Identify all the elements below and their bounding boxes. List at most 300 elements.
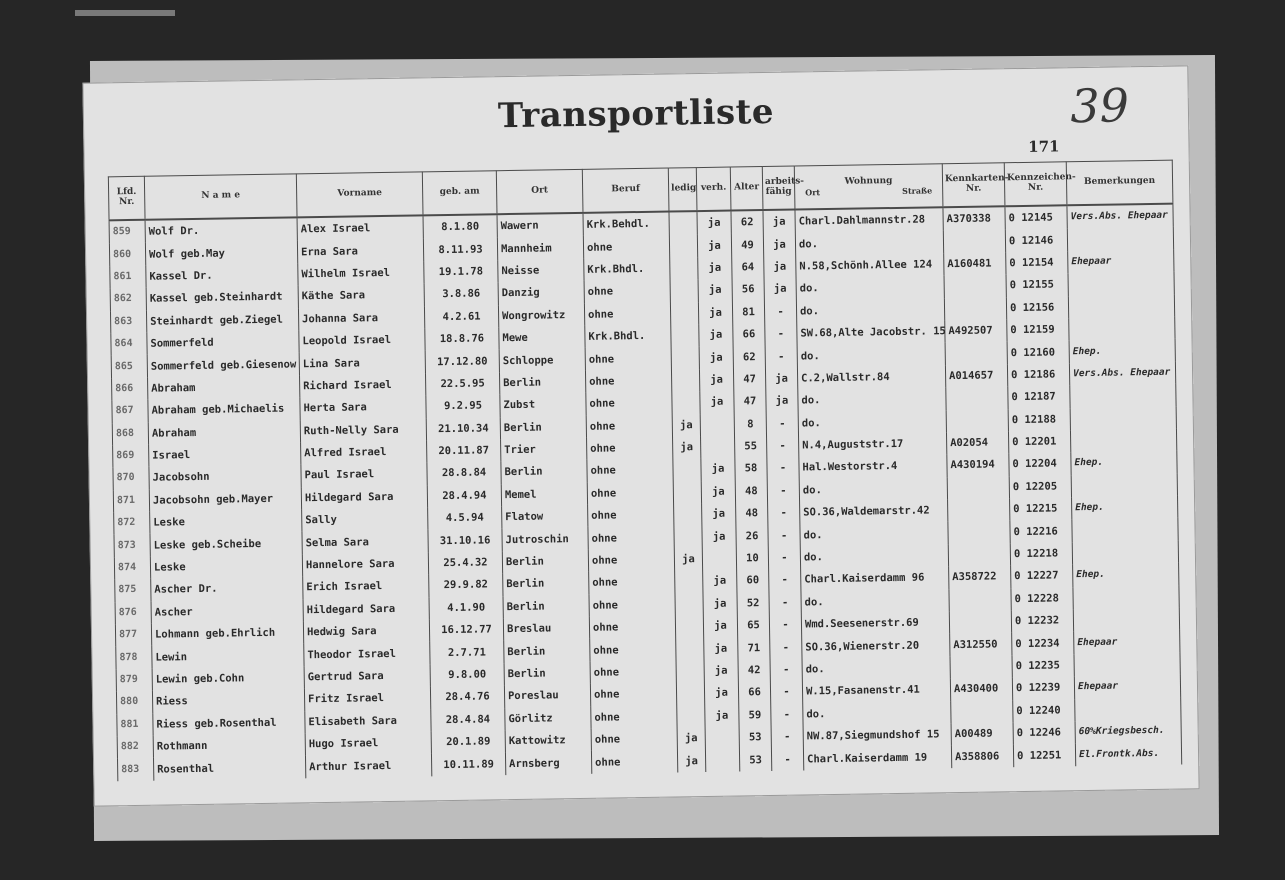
geb-cell: 4.1.90 [429, 596, 503, 620]
name-cell: Rosenthal [153, 756, 305, 781]
geb-cell: 19.1.78 [424, 260, 498, 284]
alter-cell: 62 [731, 210, 763, 234]
bemerkung-cell [1070, 406, 1176, 430]
kennkarte-cell: A358806 [951, 745, 1013, 768]
geb-cell: 9.2.95 [426, 394, 500, 418]
beruf-cell: ohne [590, 638, 676, 662]
arb-cell: ja [763, 210, 795, 234]
beruf-cell: ohne [585, 347, 671, 371]
alter-cell: 60 [737, 569, 769, 592]
ort-cell: Arnsberg [505, 751, 591, 775]
lid-cell: 878 [116, 646, 152, 669]
geb-cell: 18.8.76 [425, 327, 499, 351]
alter-cell: 66 [733, 323, 765, 346]
ort-cell: Berlin [499, 371, 585, 395]
wohnung-cell: do. [798, 387, 946, 412]
alter-cell: 65 [737, 614, 769, 637]
ort-cell: Wawern [497, 213, 583, 238]
kennzeichen-cell: 0 12155 [1006, 273, 1068, 296]
lid-cell: 883 [118, 758, 154, 781]
bemerkung-cell: Vers.Abs. Ehepaar [1067, 204, 1173, 229]
col-wohnung-title: Wohnung [844, 175, 893, 187]
kennkarte-cell [945, 342, 1007, 365]
kennkarte-cell [948, 543, 1010, 566]
ledig-cell [676, 682, 704, 705]
geb-cell: 22.5.95 [425, 372, 499, 396]
kennkarte-cell: A430194 [947, 454, 1009, 477]
kennzeichen-cell: 0 12187 [1008, 385, 1070, 408]
name-cell: Jacobsohn geb.Mayer [149, 487, 301, 512]
ledig-cell [671, 346, 699, 369]
name-cell: Ascher Dr. [151, 577, 303, 602]
beruf-cell: ohne [587, 436, 673, 460]
vorname-cell: Alex Israel [297, 215, 423, 240]
ort-cell: Berlin [500, 415, 586, 439]
col-wohnung [794, 164, 943, 210]
lid-cell: 872 [114, 512, 150, 535]
ledig-cell [673, 458, 701, 481]
alter-cell: 81 [732, 301, 764, 324]
kennkarte-cell [947, 476, 1009, 499]
kennkarte-cell: A492507 [945, 319, 1007, 342]
kennkarte-cell: A430400 [950, 677, 1012, 700]
ledig-cell [674, 526, 702, 549]
vorname-cell: Elisabeth Sara [305, 709, 431, 733]
geb-cell: 20.11.87 [427, 439, 501, 463]
beruf-cell: ohne [585, 369, 671, 393]
name-cell: Kassel Dr. [146, 263, 298, 288]
kennzeichen-cell: 0 12251 [1013, 744, 1075, 767]
ledig-cell [676, 660, 704, 683]
name-cell: Sommerfeld [147, 330, 299, 355]
kennzeichen-cell: 0 12186 [1007, 363, 1069, 386]
beruf-cell: ohne [591, 750, 677, 774]
vorname-cell: Käthe Sara [298, 284, 424, 308]
alter-cell: 71 [738, 636, 770, 659]
wohnung-cell: do. [801, 589, 949, 614]
wohnung-cell: do. [796, 298, 944, 323]
document-title: Transportliste [497, 91, 775, 137]
name-cell: Rothmann [153, 733, 305, 758]
alter-cell: 26 [736, 524, 768, 547]
beruf-cell: ohne [590, 683, 676, 707]
verh-cell: ja [698, 256, 732, 279]
geb-cell: 28.8.84 [427, 462, 501, 486]
name-cell: Leske geb.Scheibe [150, 532, 302, 557]
beruf-cell: Krk.Behdl. [583, 212, 669, 237]
arb-cell: ja [766, 390, 798, 413]
transport-list-sheet [82, 65, 1199, 806]
kennzeichen-cell: 0 12235 [1012, 654, 1074, 677]
kennzeichen-cell: 0 12218 [1010, 542, 1072, 565]
geb-cell: 4.2.61 [424, 305, 498, 329]
ort-cell: Neisse [498, 259, 584, 283]
handwritten-number: 39 [1069, 78, 1130, 134]
name-cell: Abraham [148, 375, 300, 400]
arb-cell: ja [765, 367, 797, 390]
vorname-cell: Hugo Israel [305, 731, 431, 755]
wohnung-cell: N.4,Auguststr.17 [798, 432, 946, 457]
ort-cell: Mewe [499, 326, 585, 350]
vorname-cell: Hedwig Sara [303, 619, 429, 643]
beruf-cell: Krk.Bhdl. [585, 324, 671, 348]
wohnung-cell: do. [803, 701, 951, 726]
lid-cell: 879 [116, 669, 152, 692]
wohnung-cell: do. [802, 656, 950, 681]
kennzeichen-cell: 0 12246 [1013, 721, 1075, 744]
verh-cell [702, 547, 736, 570]
ledig-cell: ja [672, 414, 700, 437]
col-verh: verh. [696, 167, 731, 211]
verh-cell: ja [700, 391, 734, 414]
kennkarte-cell [950, 655, 1012, 678]
wohnung-cell: SO.36,Wienerstr.20 [802, 634, 950, 659]
vorname-cell: Gertrud Sara [304, 664, 430, 688]
arb-cell: - [771, 748, 803, 771]
name-cell: Wolf Dr. [145, 217, 297, 243]
ledig-cell [675, 570, 703, 593]
name-cell: Sommerfeld geb.Giesenow [147, 353, 299, 378]
ort-cell: Berlin [504, 639, 590, 663]
beruf-cell: ohne [591, 705, 677, 729]
alter-cell: 58 [735, 457, 767, 480]
arb-cell: ja [763, 233, 795, 256]
beruf-cell: ohne [588, 548, 674, 572]
ort-cell: Jutroschin [502, 527, 588, 551]
bemerkung-cell: Ehepaar [1074, 630, 1180, 654]
vorname-cell: Erich Israel [303, 575, 429, 599]
arb-cell: - [765, 322, 797, 345]
ledig-cell [669, 234, 697, 257]
kennkarte-cell [943, 230, 1005, 253]
ort-cell: Memel [501, 483, 587, 507]
ort-cell: Danzig [498, 281, 584, 305]
ledig-cell: ja [673, 436, 701, 459]
verh-cell: ja [702, 503, 736, 526]
vorname-cell: Hildegard Sara [301, 485, 427, 509]
kennkarte-cell [948, 521, 1010, 544]
kennkarte-cell [946, 386, 1008, 409]
wohnung-cell: do. [800, 522, 948, 547]
lid-cell: 862 [110, 288, 146, 311]
alter-cell: 53 [739, 726, 771, 749]
kennzeichen-cell: 0 12154 [1006, 251, 1068, 274]
bemerkung-cell: Ehep. [1071, 451, 1177, 475]
bemerkung-cell [1072, 540, 1178, 564]
beruf-cell: ohne [589, 616, 675, 640]
verh-cell [700, 413, 734, 436]
arb-cell: - [771, 703, 803, 726]
bemerkung-cell: Ehep. [1069, 339, 1175, 363]
wohnung-cell: N.58,Schönh.Allee 124 [796, 253, 944, 278]
vorname-cell: Sally [302, 507, 428, 531]
kennzeichen-cell: 0 12188 [1008, 408, 1070, 431]
col-geb: geb. am [422, 171, 497, 216]
bemerkung-cell [1073, 585, 1179, 609]
bemerkung-cell [1074, 652, 1180, 676]
alter-cell: 56 [732, 278, 764, 301]
bemerkung-cell: Ehep. [1073, 563, 1179, 587]
arb-cell: - [767, 457, 799, 480]
ort-cell: Mannheim [497, 236, 583, 260]
arb-cell: - [770, 636, 802, 659]
geb-cell: 28.4.84 [431, 708, 505, 732]
ledig-cell [670, 279, 698, 302]
beruf-cell: ohne [586, 392, 672, 416]
vorname-cell: Selma Sara [302, 530, 428, 554]
beruf-cell: ohne [588, 526, 674, 550]
lid-cell: 871 [113, 489, 149, 512]
name-cell: Lewin geb.Cohn [152, 666, 304, 691]
arb-cell: ja [764, 255, 796, 278]
col-wohnung-strasse: Straße [902, 184, 933, 196]
geb-cell: 25.4.32 [428, 551, 502, 575]
lid-cell: 861 [110, 266, 146, 289]
beruf-cell: ohne [584, 280, 670, 304]
bemerkung-cell [1071, 473, 1177, 497]
kennkarte-cell [948, 498, 1010, 521]
beruf-cell: ohne [591, 727, 677, 751]
ort-cell: Kattowitz [505, 729, 591, 753]
kennkarte-cell [949, 610, 1011, 633]
ledig-cell [672, 391, 700, 414]
col-ledig: ledig [668, 168, 697, 212]
arb-cell: - [765, 345, 797, 368]
verh-cell: ja [697, 234, 731, 257]
geb-cell: 28.4.94 [427, 484, 501, 508]
wohnung-cell: Charl.Kaiserdamm 19 [803, 746, 951, 771]
kennkarte-cell: A312550 [950, 633, 1012, 656]
alter-cell: 47 [733, 368, 765, 391]
kennzeichen-cell: 0 12232 [1011, 609, 1073, 632]
beruf-cell: ohne [589, 593, 675, 617]
wohnung-cell: do. [799, 477, 947, 502]
arb-cell: - [770, 658, 802, 681]
beruf-cell: Krk.Bhdl. [584, 257, 670, 281]
verh-cell: ja [699, 368, 733, 391]
wohnung-cell: Wmd.Seesenerstr.69 [801, 611, 949, 636]
ort-cell: Berlin [504, 662, 590, 686]
vorname-cell: Alfred Israel [301, 440, 427, 464]
geb-cell: 2.7.71 [430, 641, 504, 665]
kennkarte-cell: A014657 [945, 364, 1007, 387]
arb-cell: - [768, 524, 800, 547]
ort-cell: Berlin [501, 460, 587, 484]
name-cell: Wolf geb.May [145, 241, 297, 266]
kennzeichen-cell: 0 12145 [1005, 205, 1067, 229]
wohnung-cell: C.2,Wallstr.84 [797, 365, 945, 390]
verh-cell: ja [705, 704, 739, 727]
lid-cell: 867 [112, 400, 148, 423]
ledig-cell [669, 211, 697, 235]
ledig-cell: ja [677, 727, 705, 750]
beruf-cell: ohne [587, 481, 673, 505]
alter-cell: 55 [735, 435, 767, 458]
bemerkung-cell [1070, 428, 1176, 452]
alter-cell: 8 [734, 413, 766, 436]
table-body [109, 204, 1182, 781]
alter-cell: 66 [738, 681, 770, 704]
verh-cell: ja [701, 458, 735, 481]
ledig-cell [671, 369, 699, 392]
lid-cell: 866 [112, 377, 148, 400]
ledig-cell: ja [674, 548, 702, 571]
ort-cell: Berlin [503, 572, 589, 596]
ort-cell: Flatow [502, 505, 588, 529]
lid-cell: 865 [111, 355, 147, 378]
kennzeichen-cell: 0 12227 [1011, 564, 1073, 587]
beruf-cell: ohne [584, 302, 670, 326]
vorname-cell: Fritz Israel [304, 687, 430, 711]
alter-cell: 48 [735, 480, 767, 503]
geb-cell: 4.5.94 [428, 506, 502, 530]
bemerkung-cell: Vers.Abs. Ehepaar [1069, 361, 1175, 385]
kennkarte-cell: A358722 [949, 565, 1011, 588]
ledig-cell [674, 503, 702, 526]
wohnung-cell: Charl.Dahlmannstr.28 [795, 207, 943, 233]
alter-cell: 49 [731, 233, 763, 256]
kennzeichen-cell: 0 12205 [1009, 475, 1071, 498]
vorname-cell: Arthur Israel [305, 754, 431, 778]
alter-cell: 42 [738, 659, 770, 682]
beruf-cell: ohne [587, 459, 673, 483]
ort-cell: Berlin [502, 550, 588, 574]
arb-cell: - [769, 569, 801, 592]
geb-cell: 31.10.16 [428, 529, 502, 553]
alter-cell: 10 [736, 547, 768, 570]
arb-cell: - [769, 591, 801, 614]
name-cell: Jacobsohn [149, 465, 301, 490]
name-cell: Riess geb.Rosenthal [153, 711, 305, 736]
verh-cell: ja [703, 592, 737, 615]
lid-cell: 882 [117, 736, 153, 759]
lid-cell: 859 [109, 220, 145, 244]
kennkarte-cell [949, 588, 1011, 611]
col-alter: Alter [730, 167, 763, 211]
bemerkung-cell [1069, 317, 1175, 341]
ort-cell: Poreslau [504, 684, 590, 708]
col-kennzeichen: Kennzeichen-Nr. [1004, 162, 1067, 206]
wohnung-cell: do. [800, 544, 948, 569]
col-wohnung-ort: Ort [805, 186, 821, 197]
lid-cell: 874 [114, 557, 150, 580]
wohnung-cell: do. [797, 343, 945, 368]
wohnung-cell: SO.36,Waldemarstr.42 [800, 499, 948, 524]
bemerkung-cell [1072, 518, 1178, 542]
kennzeichen-cell: 0 12234 [1012, 632, 1074, 655]
bemerkung-cell [1068, 294, 1174, 318]
verh-cell: ja [703, 570, 737, 593]
verh-cell: ja [704, 637, 738, 660]
col-vorname: Vorname [296, 172, 423, 217]
col-ort: Ort [496, 169, 583, 214]
ledig-cell [673, 481, 701, 504]
kennkarte-cell [944, 274, 1006, 297]
wohnung-cell: Hal.Westorstr.4 [799, 454, 947, 479]
col-name: N a m e [144, 174, 297, 220]
bemerkung-cell: El.Frontk.Abs. [1075, 742, 1181, 766]
wohnung-cell: Charl.Kaiserdamm 96 [801, 566, 949, 591]
alter-cell: 53 [739, 748, 771, 771]
name-cell: Abraham [148, 420, 300, 445]
kennkarte-cell: A00489 [951, 722, 1013, 745]
col-bemerkungen: Bemerkungen [1066, 160, 1173, 205]
verh-cell: ja [703, 615, 737, 638]
name-cell: Lewin [152, 644, 304, 669]
page-number: 171 [1028, 137, 1060, 156]
vorname-cell: Leopold Israel [299, 328, 425, 352]
kennzeichen-cell: 0 12160 [1007, 341, 1069, 364]
alter-cell: 48 [736, 502, 768, 525]
alter-cell: 52 [737, 592, 769, 615]
ort-cell: Zubst [500, 393, 586, 417]
name-cell: Steinhardt geb.Ziegel [146, 308, 298, 333]
verh-cell: ja [698, 279, 732, 302]
alter-cell: 62 [733, 345, 765, 368]
vorname-cell: Erna Sara [297, 239, 423, 263]
geb-cell: 9.8.00 [430, 663, 504, 687]
ledig-cell [671, 324, 699, 347]
arb-cell: - [766, 412, 798, 435]
alter-cell: 64 [732, 256, 764, 279]
vorname-cell: Hildegard Sara [303, 597, 429, 621]
kennzeichen-cell: 0 12156 [1006, 296, 1068, 319]
vorname-cell: Wilhelm Israel [298, 261, 424, 285]
arb-cell: - [766, 434, 798, 457]
beruf-cell: ohne [586, 414, 672, 438]
alter-cell: 47 [734, 390, 766, 413]
verh-cell: ja [698, 301, 732, 324]
kennzeichen-cell: 0 12204 [1009, 453, 1071, 476]
lid-cell: 863 [110, 310, 146, 333]
kennzeichen-cell: 0 12228 [1011, 587, 1073, 610]
verh-cell [705, 726, 739, 749]
kennzeichen-cell: 0 12216 [1010, 520, 1072, 543]
name-cell: Ascher [151, 599, 303, 624]
ort-cell: Trier [501, 438, 587, 462]
lid-cell: 880 [116, 691, 152, 714]
lid-cell: 869 [113, 445, 149, 468]
vorname-cell: Lina Sara [299, 351, 425, 375]
verh-cell: ja [699, 346, 733, 369]
col-beruf: Beruf [582, 168, 669, 213]
bemerkung-cell: Ehepaar [1074, 675, 1180, 699]
wohnung-cell: NW.87,Siegmundshof 15 [803, 723, 951, 748]
lid-cell: 877 [115, 624, 151, 647]
wohnung-cell: do. [795, 231, 943, 256]
kennkarte-cell: A02054 [946, 431, 1008, 454]
geb-cell: 8.1.80 [423, 214, 497, 239]
kennzeichen-cell: 0 12239 [1012, 676, 1074, 699]
ledig-cell [675, 615, 703, 638]
arb-cell: - [768, 546, 800, 569]
name-cell: Leske [150, 554, 302, 579]
ort-cell: Berlin [503, 594, 589, 618]
name-cell: Abraham geb.Michaelis [148, 397, 300, 422]
wohnung-cell: do. [796, 275, 944, 300]
geb-cell: 29.9.82 [429, 573, 503, 597]
lid-cell: 870 [113, 467, 149, 490]
lid-cell: 864 [111, 333, 147, 356]
ledig-cell [675, 593, 703, 616]
ort-cell: Breslau [503, 617, 589, 641]
geb-cell: 21.10.34 [426, 417, 500, 441]
geb-cell: 28.4.76 [430, 685, 504, 709]
kennzeichen-cell: 0 12240 [1013, 699, 1075, 722]
geb-cell: 8.11.93 [423, 238, 497, 262]
kennkarte-cell [951, 700, 1013, 723]
lid-cell: 873 [114, 534, 150, 557]
